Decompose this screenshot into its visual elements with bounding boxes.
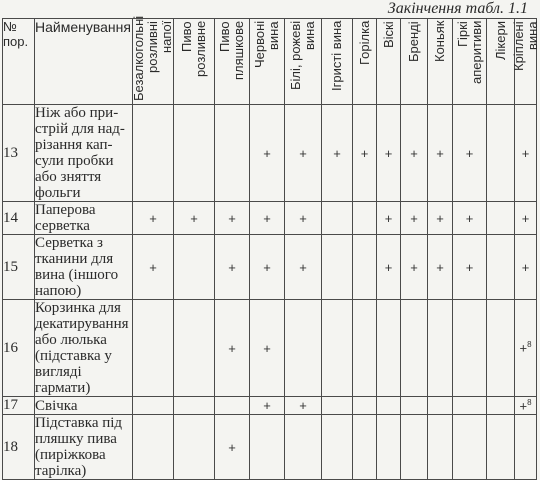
row-item-name: Підставка під пляшку пива (пиріжкова тарілка) bbox=[35, 415, 133, 480]
mark-cell: + bbox=[515, 202, 537, 235]
mark-cell: + bbox=[453, 202, 487, 235]
column-header-label: Білі, рожеві вина bbox=[288, 21, 317, 91]
mark-cell bbox=[322, 397, 353, 415]
column-header-label: Гіркі аперитиви bbox=[454, 21, 484, 85]
mark-cell: + bbox=[133, 235, 174, 300]
column-header-label: Коньяк bbox=[432, 21, 447, 63]
mark-cell: + bbox=[428, 105, 453, 202]
mark-cell: + bbox=[377, 105, 401, 202]
mark-cell bbox=[322, 300, 353, 397]
row-item-name: Серветка з тканини для вина (іншого напою) bbox=[35, 235, 133, 300]
mark-cell: + bbox=[285, 235, 322, 300]
mark-cell bbox=[322, 415, 353, 480]
mark-cell bbox=[401, 300, 428, 397]
mark-cell bbox=[285, 300, 322, 397]
column-header-label: Віскі bbox=[380, 21, 396, 48]
mark-cell bbox=[353, 300, 377, 397]
mark-cell bbox=[487, 300, 515, 397]
mark-cell bbox=[133, 300, 174, 397]
mark-cell bbox=[487, 235, 515, 300]
table-caption: Закінчення табл. 1.1 bbox=[387, 0, 528, 17]
mark-cell bbox=[133, 105, 174, 202]
mark-cell bbox=[174, 397, 215, 415]
mark-cell bbox=[353, 202, 377, 235]
mark-sign: + bbox=[519, 398, 528, 414]
column-header-label: Кріплені вина bbox=[510, 21, 540, 71]
mark-cell bbox=[285, 415, 322, 480]
column-header-drink bbox=[322, 19, 353, 105]
row-item-name: Свічка bbox=[35, 397, 133, 415]
column-header-drink bbox=[174, 19, 215, 105]
mark-cell bbox=[515, 300, 537, 397]
mark-cell: + bbox=[250, 202, 285, 235]
mark-cell bbox=[377, 300, 401, 397]
mark-cell bbox=[322, 202, 353, 235]
column-header-label: Пиво розливне bbox=[179, 21, 208, 78]
mark-cell bbox=[353, 397, 377, 415]
mark-cell bbox=[174, 415, 215, 480]
mark-cell: + bbox=[250, 300, 285, 397]
mark-cell bbox=[401, 397, 428, 415]
mark-cell: + bbox=[285, 202, 322, 235]
mark-cell bbox=[401, 415, 428, 480]
mark-cell bbox=[174, 105, 215, 202]
mark-cell bbox=[453, 300, 487, 397]
mark-cell: + bbox=[428, 202, 453, 235]
header-row bbox=[3, 19, 537, 105]
mark-cell bbox=[174, 300, 215, 397]
column-header-name: Найменування bbox=[35, 19, 133, 105]
footnote-ref: 8 bbox=[527, 340, 532, 350]
mark-cell bbox=[428, 415, 453, 480]
mark-cell: + bbox=[215, 235, 250, 300]
mark-cell bbox=[428, 397, 453, 415]
column-header-drink bbox=[510, 19, 540, 105]
mark-cell bbox=[215, 105, 250, 202]
mark-cell bbox=[353, 415, 377, 480]
table-row bbox=[3, 235, 537, 300]
row-item-name: Ніж або при- стрій для над- різання кап- сули пробки або зняття фольги bbox=[35, 105, 133, 202]
mark-cell: + bbox=[401, 235, 428, 300]
mark-cell bbox=[515, 397, 537, 415]
mark-cell: + bbox=[215, 300, 250, 397]
mark-cell: + bbox=[401, 202, 428, 235]
mark-cell: + bbox=[285, 105, 322, 202]
column-header-label: Ігристі вина bbox=[329, 21, 344, 92]
mark-cell bbox=[428, 300, 453, 397]
table-row bbox=[3, 415, 537, 480]
mark-cell bbox=[133, 397, 174, 415]
row-number: 14 bbox=[3, 202, 35, 235]
mark-cell: + bbox=[377, 202, 401, 235]
column-header-label: Червоні вина bbox=[252, 21, 281, 69]
column-header-label: Горілка bbox=[356, 21, 372, 66]
mark-cell: + bbox=[322, 105, 353, 202]
table-row bbox=[3, 202, 537, 235]
mark-cell: + bbox=[250, 235, 285, 300]
column-header-label: Лікери bbox=[492, 21, 508, 60]
mark-cell: + bbox=[250, 105, 285, 202]
column-header-drink bbox=[131, 15, 174, 105]
mark-cell bbox=[377, 415, 401, 480]
row-number: 18 bbox=[3, 415, 35, 480]
row-number: 15 bbox=[3, 235, 35, 300]
column-header-drink bbox=[401, 19, 428, 105]
column-header-number: № пор. bbox=[3, 19, 35, 105]
mark-cell: + bbox=[453, 105, 487, 202]
row-number: 16 bbox=[3, 300, 35, 397]
mark-cell: + bbox=[215, 415, 250, 480]
table-row bbox=[3, 397, 537, 415]
mark-cell: + bbox=[215, 202, 250, 235]
row-item-name: Паперова серветка bbox=[35, 202, 133, 235]
mark-cell: + bbox=[250, 397, 285, 415]
column-header-drink bbox=[285, 19, 322, 105]
mark-cell: + bbox=[377, 235, 401, 300]
mark-cell bbox=[487, 397, 515, 415]
mark-cell: + bbox=[401, 105, 428, 202]
mark-cell bbox=[487, 202, 515, 235]
mark-cell: + bbox=[285, 397, 322, 415]
row-number: 13 bbox=[3, 105, 35, 202]
column-header-label: Бренді bbox=[406, 21, 421, 62]
mark-cell: + bbox=[515, 105, 537, 202]
mark-cell: + bbox=[428, 235, 453, 300]
column-header-drink bbox=[377, 19, 401, 105]
mark-cell bbox=[487, 105, 515, 202]
mark-cell bbox=[174, 235, 215, 300]
column-header-label: Безалкогольні розливні напої bbox=[131, 15, 174, 101]
mark-cell bbox=[515, 415, 537, 480]
mark-cell bbox=[377, 397, 401, 415]
mark-sign: + bbox=[519, 340, 528, 356]
table-row bbox=[3, 105, 537, 202]
mark-cell: + bbox=[353, 105, 377, 202]
mark-cell: + bbox=[174, 202, 215, 235]
mark-cell bbox=[353, 235, 377, 300]
mark-cell: + bbox=[133, 202, 174, 235]
serving-items-table bbox=[2, 15, 540, 480]
footnote-ref: 8 bbox=[527, 397, 532, 407]
mark-cell bbox=[487, 415, 515, 480]
column-header-drink bbox=[428, 19, 453, 105]
mark-cell bbox=[133, 415, 174, 480]
table-row bbox=[3, 300, 537, 397]
column-header-drink bbox=[250, 19, 285, 105]
row-number: 17 bbox=[3, 397, 35, 415]
row-item-name: Корзинка для декатирування або люлька (підставка у вигляді гармати) bbox=[35, 300, 133, 397]
column-header-drink bbox=[353, 19, 377, 105]
mark-cell bbox=[453, 397, 487, 415]
column-header-label: Пиво пляшкове bbox=[217, 21, 246, 81]
mark-cell: + bbox=[453, 235, 487, 300]
column-header-drink bbox=[453, 19, 487, 105]
mark-cell bbox=[453, 415, 487, 480]
mark-cell bbox=[250, 415, 285, 480]
mark-cell: + bbox=[515, 235, 537, 300]
mark-cell bbox=[215, 397, 250, 415]
column-header-drink bbox=[215, 19, 250, 105]
mark-cell bbox=[322, 235, 353, 300]
